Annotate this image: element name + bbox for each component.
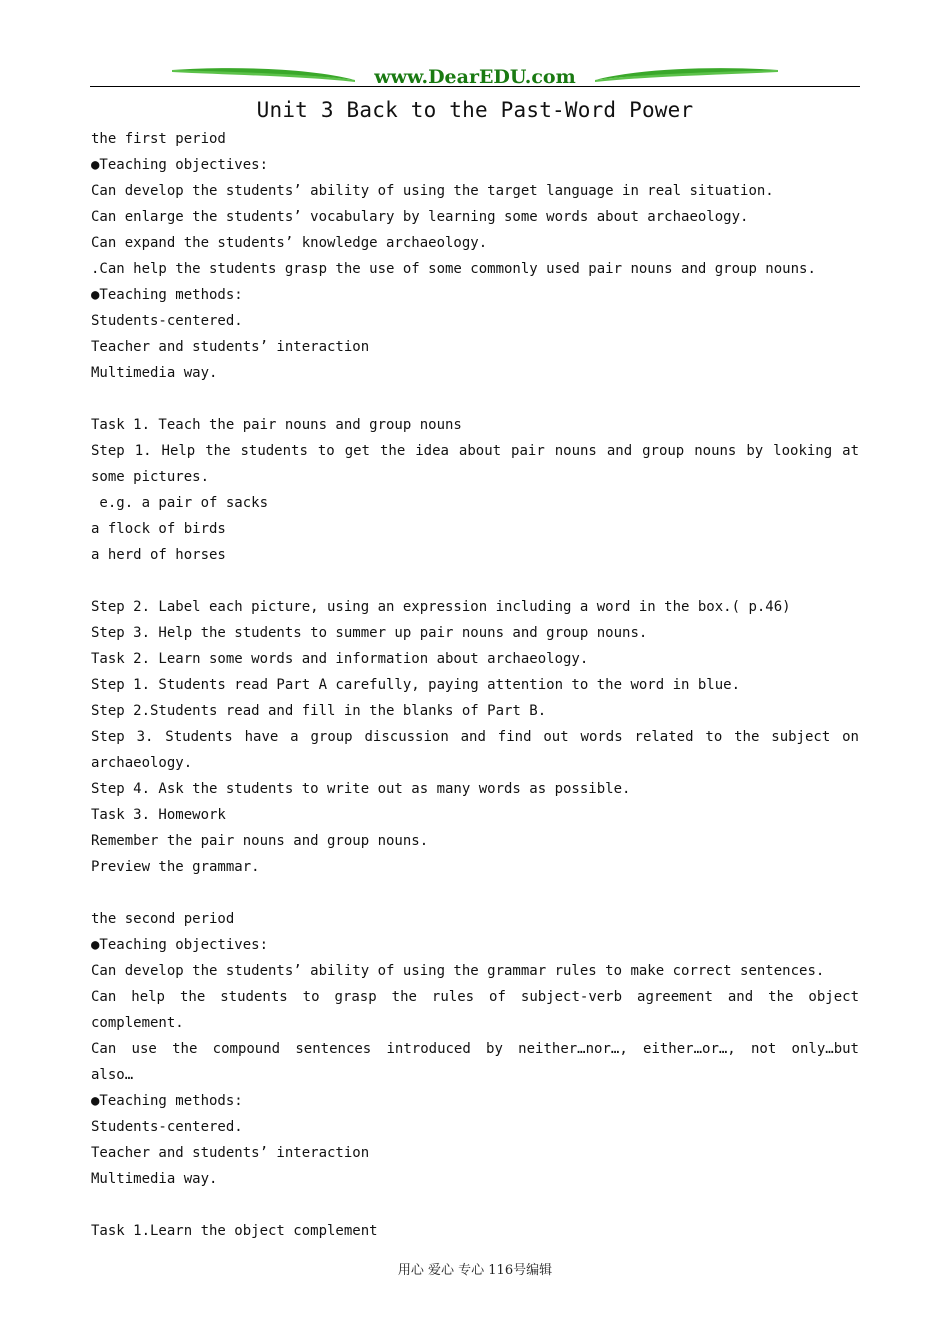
text-line: Can expand the students’ knowledge archaeology. bbox=[91, 235, 488, 251]
text-line: Task 3. Homework bbox=[91, 807, 226, 823]
text-line: Step 2.Students read and fill in the blanks of Part B. bbox=[91, 703, 547, 719]
header-rule bbox=[90, 86, 860, 87]
text-line: Can enlarge the students’ vocabulary by learning some words about archaeology. bbox=[91, 209, 749, 225]
text-line: Task 1.Learn the object complement bbox=[91, 1223, 378, 1239]
text-line: Can develop the students’ ability of using the target language in real situation. bbox=[91, 183, 774, 199]
text-line: some pictures. bbox=[91, 469, 210, 485]
blank-line bbox=[91, 386, 859, 412]
text-line: Step 4. Ask the students to write out as many words as possible. bbox=[91, 781, 631, 797]
text-line: Step 3. Students have a group discussion and find out words related to the subject on bbox=[91, 729, 859, 745]
text-line: Step 2. Label each picture, using an expression including a word in the box.( p.46) bbox=[91, 599, 791, 615]
logo-site-text: www.DearEDU.com bbox=[374, 66, 576, 88]
blank-line bbox=[91, 1192, 859, 1218]
text-line: Students-centered. bbox=[91, 1119, 243, 1135]
text-line: archaeology. bbox=[91, 755, 193, 771]
text-line: .Can help the students grasp the use of some commonly used pair nouns and group nouns. bbox=[91, 261, 816, 277]
text-line: ●Teaching methods: bbox=[91, 1093, 243, 1109]
text-line: Can develop the students’ ability of using the grammar rules to make correct sentences. bbox=[91, 963, 825, 979]
blank-line bbox=[91, 568, 859, 594]
text-line: a flock of birds bbox=[91, 521, 226, 537]
text-line: ●Teaching objectives: bbox=[91, 937, 269, 953]
document-title: Unit 3 Back to the Past-Word Power bbox=[256, 98, 694, 122]
document-body bbox=[91, 126, 859, 1244]
text-line: Students-centered. bbox=[91, 313, 243, 329]
text-line: Preview the grammar. bbox=[91, 859, 260, 875]
text-line: Task 2. Learn some words and information about archaeology. bbox=[91, 651, 589, 667]
text-line: ●Teaching methods: bbox=[91, 287, 243, 303]
text-line: Teacher and students’ interaction bbox=[91, 1145, 370, 1161]
text-line: e.g. a pair of sacks bbox=[91, 495, 269, 511]
text-line: ●Teaching objectives: bbox=[91, 157, 269, 173]
blank-line bbox=[91, 880, 859, 906]
text-line: Step 1. Students read Part A carefully, paying attention to the word in blue. bbox=[91, 677, 741, 693]
text-line: complement. bbox=[91, 1015, 184, 1031]
text-line: Can help the students to grasp the rules of subject-verb agreement and the object bbox=[91, 989, 859, 1005]
text-line: Task 1. Teach the pair nouns and group nouns bbox=[91, 417, 462, 433]
text-line: Remember the pair nouns and group nouns. bbox=[91, 833, 429, 849]
text-line: Multimedia way. bbox=[91, 365, 218, 381]
text-line: Can use the compound sentences introduced by neither…nor…, either…or…, not only…but bbox=[91, 1041, 859, 1057]
text-line: Multimedia way. bbox=[91, 1171, 218, 1187]
text-line: also… bbox=[91, 1067, 134, 1083]
text-line: Step 3. Help the students to summer up pair nouns and group nouns. bbox=[91, 625, 648, 641]
page-footer: 用心 爱心 专心 116号编辑 bbox=[397, 1263, 553, 1278]
text-line: the second period bbox=[91, 911, 235, 927]
text-line: the first period bbox=[91, 131, 226, 147]
text-line: Teacher and students’ interaction bbox=[91, 339, 370, 355]
text-line: a herd of horses bbox=[91, 547, 226, 563]
text-line: Step 1. Help the students to get the idea about pair nouns and group nouns by looking at bbox=[91, 443, 859, 459]
